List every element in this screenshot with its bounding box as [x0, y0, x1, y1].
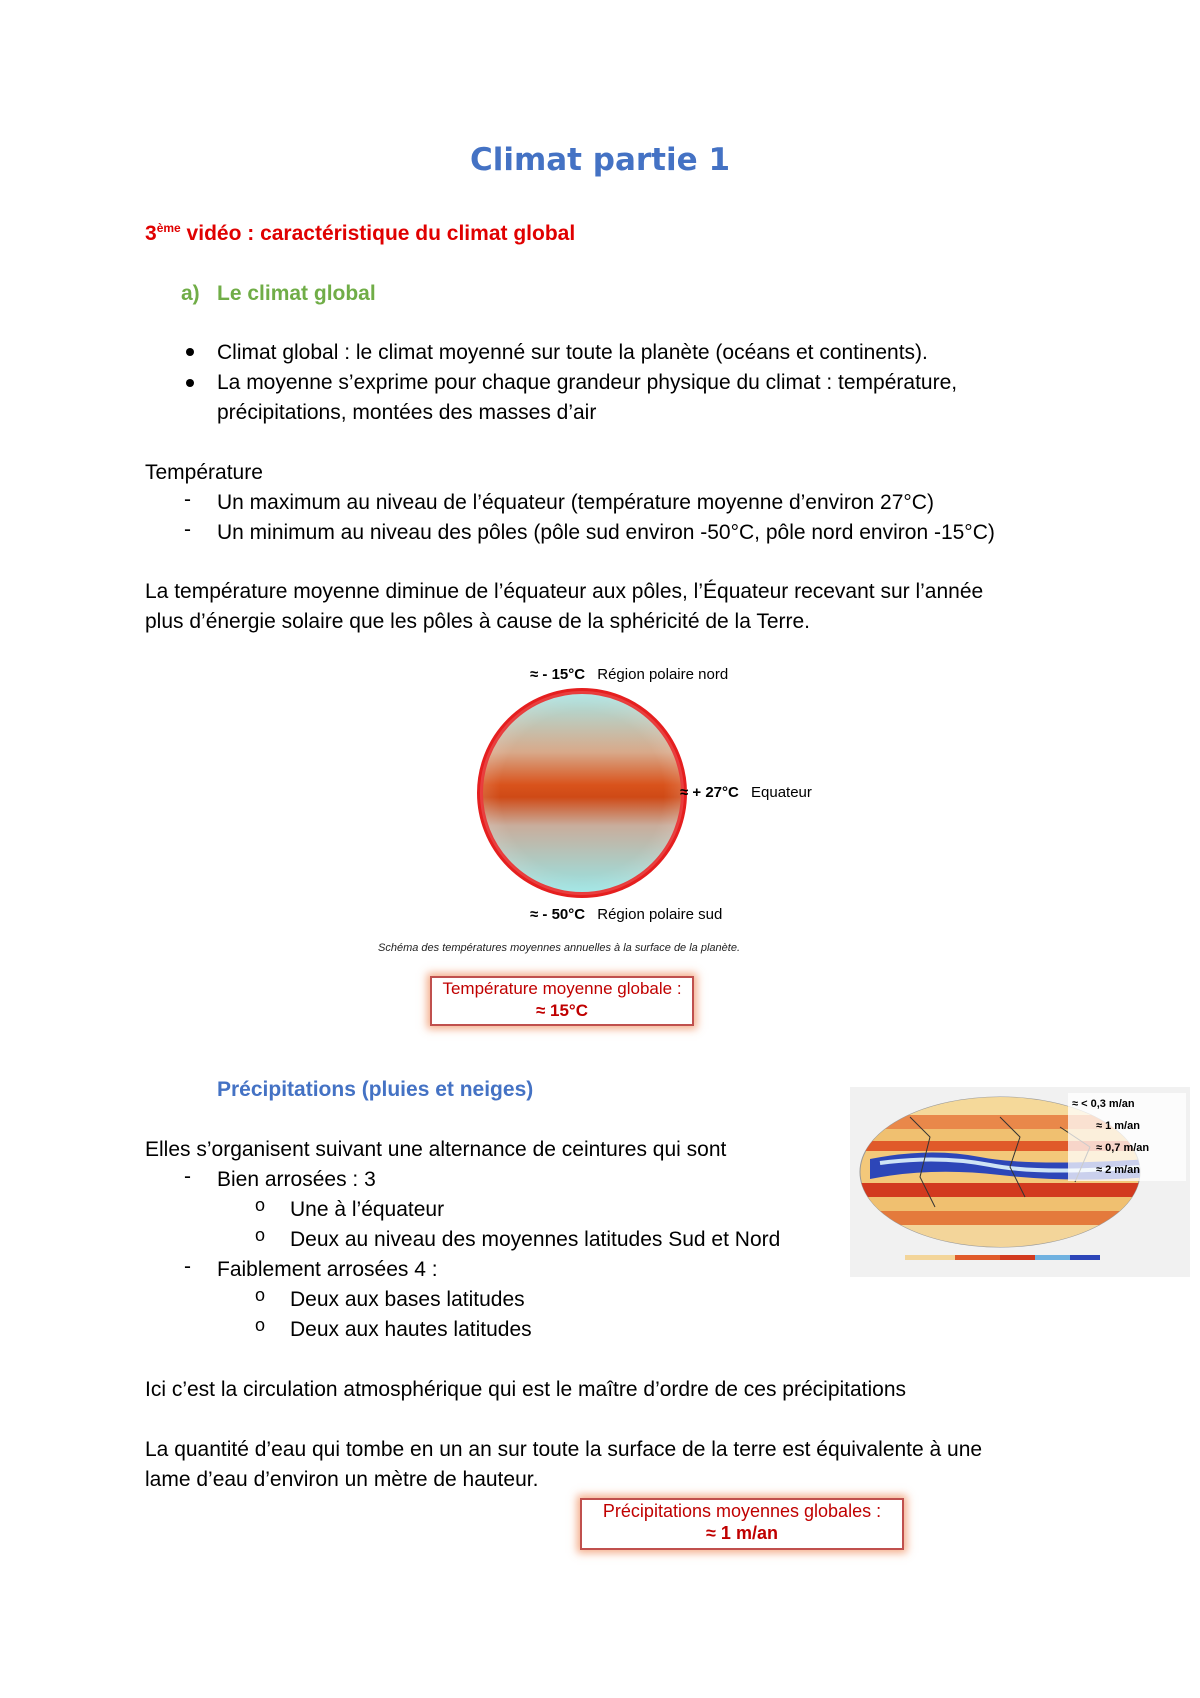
- circle-marker: o: [255, 1315, 266, 1335]
- precipitations-heading: Précipitations (pluies et neiges): [217, 1078, 534, 1101]
- globe-figure: [360, 660, 850, 1045]
- temperature-paragraph: plus d’énergie solaire que les pôles à cause de la sphéricité de la Terre.: [145, 610, 811, 633]
- quantity-paragraph: La quantité d’eau qui tombe en un an sur toute la surface de la terre est équivalente à une: [145, 1438, 983, 1461]
- north-label: Région polaire nord: [597, 666, 729, 683]
- section-a-heading: Le climat global: [217, 282, 376, 305]
- bullet-item-continuation: précipitations, montées des masses d’air: [217, 401, 597, 424]
- callout-line: Précipitations moyennes globales :: [602, 1501, 882, 1521]
- equator-label: Equateur: [751, 784, 812, 801]
- callout-value: ≈ 15°C: [535, 1001, 589, 1020]
- poorly-watered-subitem: Deux aux hautes latitudes: [290, 1318, 532, 1341]
- temperature-paragraph: La température moyenne diminue de l’équateur aux pôles, l’Équateur recevant sur l’année: [145, 580, 984, 603]
- callout-line: Température moyenne globale :: [442, 979, 682, 998]
- circle-marker: o: [255, 1225, 266, 1245]
- figure-caption: Schéma des températures moyennes annuelles à la surface de la planète.: [378, 942, 740, 954]
- precipitation-map: [850, 1087, 1190, 1277]
- north-value: ≈ - 15°C: [530, 666, 586, 683]
- south-value: ≈ - 50°C: [530, 906, 586, 923]
- bullet-dot: [186, 348, 194, 356]
- temperature-item: Un minimum au niveau des pôles (pôle sud environ -50°C, pôle nord environ -15°C): [217, 521, 995, 544]
- circle-marker: o: [255, 1195, 266, 1215]
- well-watered-subitem: Deux au niveau des moyennes latitudes Sud et Nord: [290, 1228, 781, 1251]
- dash-marker: -: [184, 488, 191, 511]
- circle-marker: o: [255, 1285, 266, 1305]
- bullet-dot: [186, 379, 194, 387]
- well-watered-item: Bien arrosées : 3: [217, 1168, 376, 1191]
- temperature-item: Un maximum au niveau de l’équateur (température moyenne d’environ 27°C): [217, 491, 934, 514]
- precipitation-callout: [580, 1498, 904, 1550]
- poorly-watered-item: Faiblement arrosées 4 :: [217, 1258, 438, 1281]
- video-heading: 3ème vidéo : caractéristique du climat global: [145, 221, 576, 245]
- dash-marker: -: [184, 1165, 191, 1188]
- south-label: Région polaire sud: [597, 906, 723, 923]
- map-legend-item: ≈ < 0,3 m/an: [1068, 1093, 1186, 1115]
- dash-marker: -: [184, 1255, 191, 1278]
- poorly-watered-subitem: Deux aux bases latitudes: [290, 1288, 525, 1311]
- bullet-item: Climat global : le climat moyenné sur toute la planète (océans et continents).: [217, 341, 928, 364]
- temperature-callout: [430, 976, 694, 1026]
- bullet-item: La moyenne s’exprime pour chaque grandeur physique du climat : température,: [217, 371, 958, 394]
- map-legend-item: ≈ 1 m/an: [1068, 1115, 1186, 1137]
- map-legend-item: ≈ 0,7 m/an: [1068, 1137, 1186, 1159]
- temperature-heading: Température: [145, 461, 263, 484]
- circulation-sentence: Ici c’est la circulation atmosphérique qui est le maître d’ordre de ces précipitations: [145, 1378, 907, 1401]
- dash-marker: -: [184, 518, 191, 541]
- callout-value: ≈ 1 m/an: [706, 1523, 778, 1543]
- well-watered-subitem: Une à l’équateur: [290, 1198, 445, 1221]
- quantity-paragraph: lame d’eau d’environ un mètre de hauteur.: [145, 1468, 539, 1491]
- globe-highlight: [480, 691, 684, 895]
- map-legend-item: ≈ 2 m/an: [1068, 1159, 1186, 1181]
- equator-value: ≈ + 27°C: [680, 784, 739, 801]
- page-title: Climat partie 1: [469, 142, 731, 178]
- precipitations-intro: Elles s’organisent suivant une alternance de ceintures qui sont: [145, 1138, 727, 1161]
- section-a-marker: a): [181, 282, 200, 305]
